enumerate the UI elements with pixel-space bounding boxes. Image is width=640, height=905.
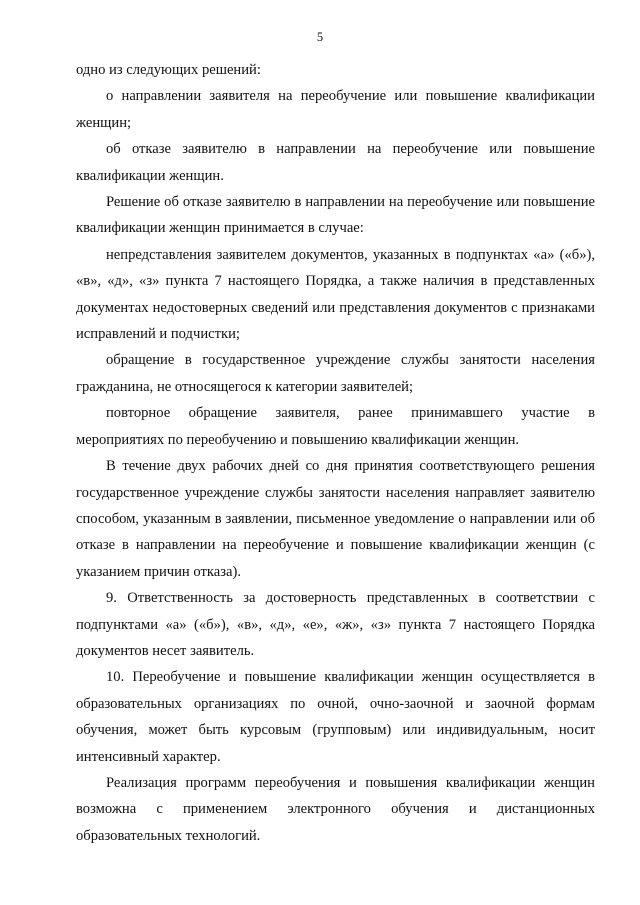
paragraph-intro: одно из следующих решений: [76, 62, 261, 78]
page-number: 5 [316, 30, 324, 44]
paragraph-case-category: обращение в государственное учреждение службы занятости населения гражданина, не относящегося к категории заявителей; [76, 352, 595, 395]
paragraph-case-documents: непредставления заявителем документов, указанных в подпунктах «а» («б»), «в», «д», «з» пункта 7 настоящего Порядка, а также наличия в представленных документах недостоверных сведений или представления документов с признаками исправлений и подчистки; [76, 246, 595, 343]
paragraph-distance-learning: Реализация программ переобучения и повышения квалификации женщин возможна с применением электронного обучения и дистанционных образовательных технологий. [76, 774, 595, 844]
paragraph-refusal-cases: Решение об отказе заявителю в направлении на переобучение или повышение квалификации женщин принимается в случае: [76, 194, 595, 237]
paragraph-option-direct: о направлении заявителя на переобучение или повышение квалификации женщин; [76, 88, 595, 131]
paragraph-case-repeat: повторное обращение заявителя, ранее принимавшего участие в мероприятиях по переобучению и повышению квалификации женщин. [76, 405, 595, 448]
paragraph-option-refuse: об отказе заявителю в направлении на переобучение или повышение квалификации женщин. [76, 141, 595, 184]
paragraph-item-9: 9. Ответственность за достоверность представленных в соответствии с подпунктами «а» («б»), «в», «д», «е», «ж», «з» пункта 7 настоящего Порядка документов несет заявитель. [76, 590, 595, 659]
document-body [76, 57, 595, 849]
paragraph-notification: В течение двух рабочих дней со дня принятия соответствующего решения государственное учреждение службы занятости населения направляет заявителю способом, указанным в заявлении, письменное уведомление о направлении или об отказе в направлении на переобучение и повышение квалификации женщин (с указанием причин отказа). [76, 458, 595, 580]
paragraph-item-10: 10. Переобучение и повышение квалификации женщин осуществляется в образовательных организациях по очной, очно-заочной и заочной формам обучения, может быть курсовым (групповым) или индивидуальным, носит интенсивный характер. [76, 669, 595, 765]
